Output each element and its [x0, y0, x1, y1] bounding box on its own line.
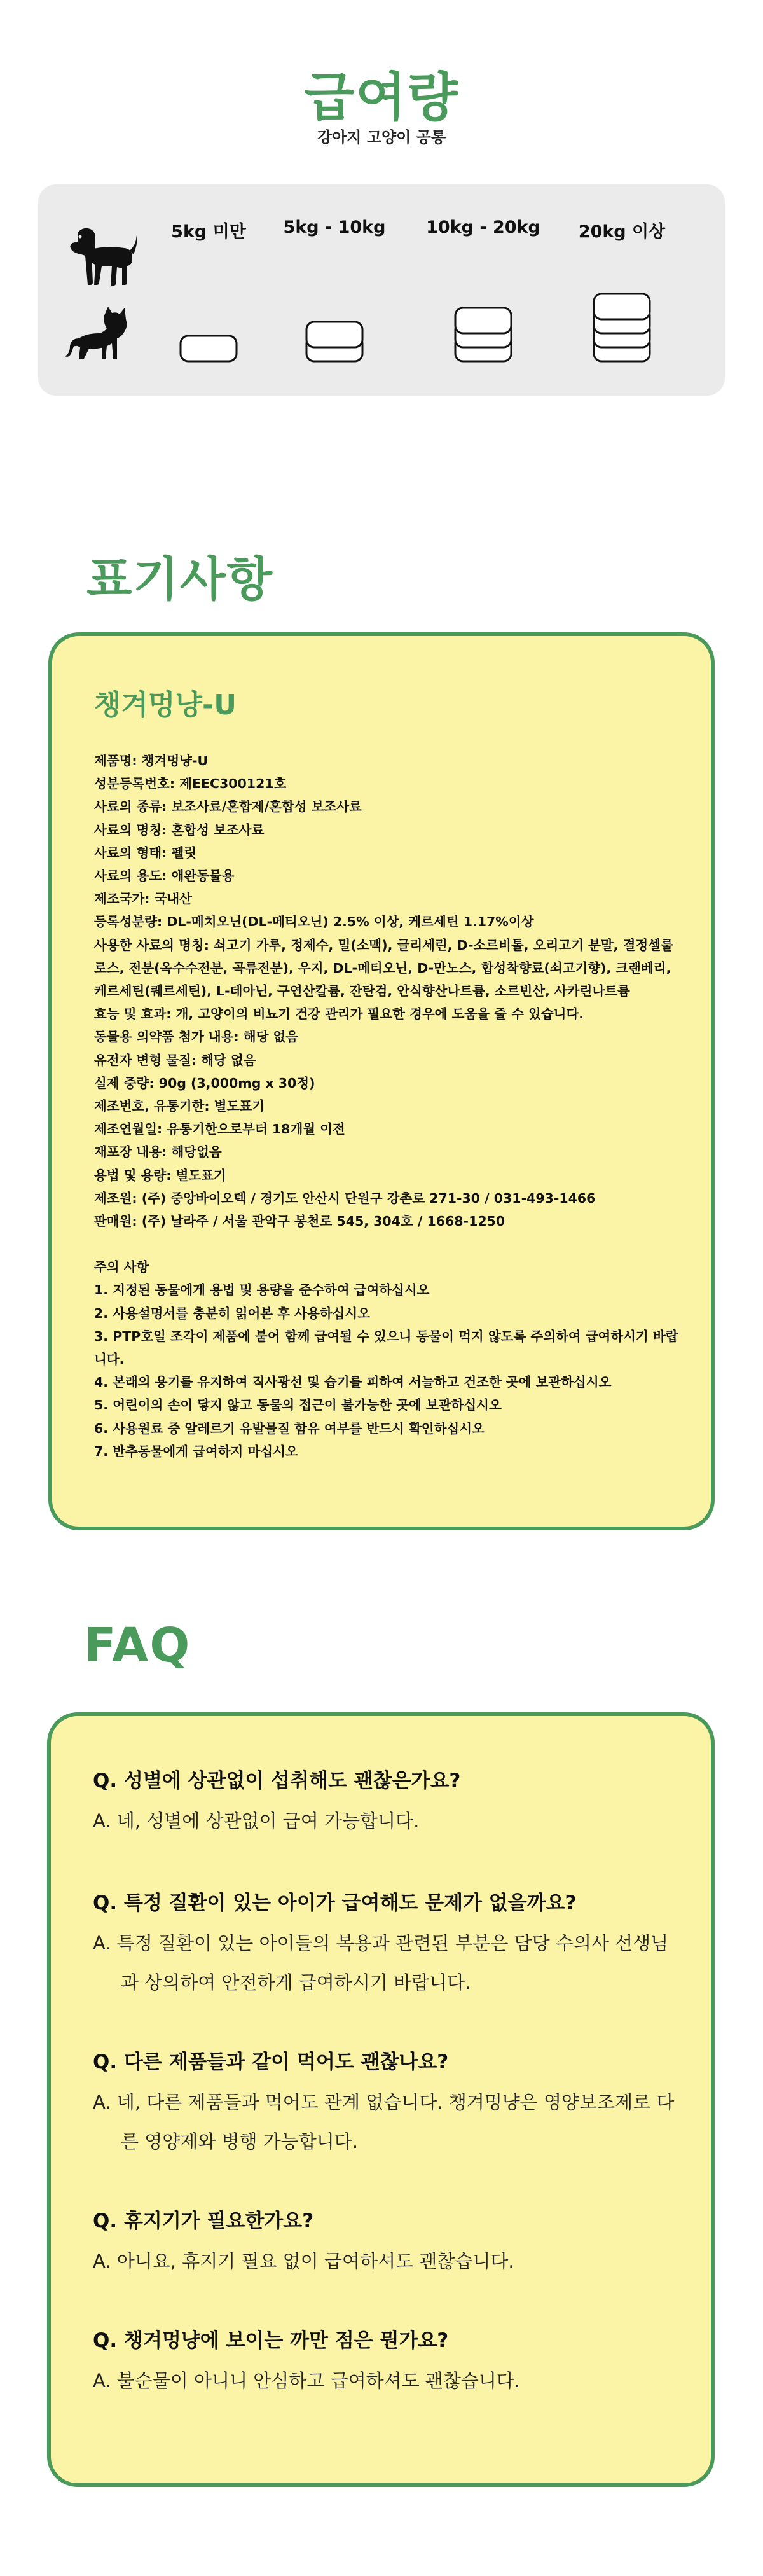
- faq-answer: A. 특정 질환이 있는 아이들의 복용과 관련된 부분은 담당 수의사 선생님과 상의하여 안전하게 급여하시기 바랍니다.: [93, 1932, 669, 1993]
- spec-manufacturer: 제조원: (주) 중앙바이오텍 / 경기도 안산시 단원구 강촌로 271-30 / 031-493-1466: [94, 1190, 596, 1206]
- dog-icon: [66, 224, 140, 287]
- tray-icon: [306, 322, 362, 347]
- spec-product-name: 제품명: 챙겨멍냥-U: [94, 753, 209, 768]
- spec-seller: 판매원: (주) 날라주 / 서울 관악구 봉천로 545, 304호 / 1668-1250: [94, 1214, 505, 1229]
- faq-card: [47, 1712, 715, 2487]
- tray-stack-svg: [304, 319, 365, 364]
- spec-feed-form: 사료의 형태: 펠릿: [94, 845, 197, 861]
- faq-answer: A. 네, 성별에 상관없이 급여 가능합니다.: [93, 1810, 420, 1832]
- faq-heading: FAQ: [84, 1618, 191, 1673]
- labeling-heading: 표기사항: [86, 552, 273, 607]
- spec-feed-use: 사료의 용도: 애완동물용: [94, 868, 235, 884]
- caution-item: 2. 사용설명서를 충분히 읽어본 후 사용하십시오: [94, 1305, 370, 1321]
- caution-item: 6. 사용원료 중 알레르기 유발물질 함유 여부를 반드시 확인하십시오: [94, 1420, 485, 1436]
- tray-stack-svg: [453, 305, 514, 364]
- faq-item: [93, 2206, 678, 2281]
- spec-repackaging: 재포장 내용: 해당없음: [94, 1144, 222, 1160]
- product-name: 챙겨멍냥-U: [94, 689, 237, 721]
- weight-label-3: 10kg - 20kg: [426, 218, 540, 237]
- spec-registration-no: 성분등록번호: 제EEC300121호: [94, 776, 287, 792]
- spec-dosage: 용법 및 용량: 별도표기: [94, 1167, 226, 1183]
- spec-registered-ingredients: 등록성분량: DL-메치오닌(DL-메티오닌) 2.5% 이상, 케르세틴 1.17%이상: [94, 914, 534, 930]
- spec-efficacy: 효능 및 효과: 개, 고양이의 비뇨기 건강 관리가 필요한 경우에 도움을 줄 수 있습니다.: [94, 1006, 584, 1022]
- caution-item: 7. 반추동물에게 급여하지 마십시오: [94, 1443, 298, 1459]
- faq-item: [93, 2047, 678, 2161]
- cat-icon: [64, 305, 134, 363]
- feeding-subtitle: 강아지 고양이 공통: [317, 128, 446, 146]
- faq-item: [93, 1888, 678, 2002]
- faq-answer: A. 아니요, 휴지기 필요 없이 급여하셔도 괜찮습니다.: [93, 2250, 514, 2272]
- spec-country: 제조국가: 국내산: [94, 891, 192, 907]
- feeding-panel: [38, 184, 725, 396]
- spec-weight: 실제 중량: 90g (3,000mg x 30정): [94, 1075, 315, 1091]
- labeling-card: [48, 632, 715, 1530]
- weight-label-2: 5kg - 10kg: [283, 218, 386, 237]
- tray-icon: [594, 294, 650, 319]
- caution-title: 주의 사항: [94, 1259, 149, 1275]
- faq-item: [93, 1766, 678, 1841]
- tray-icon: [181, 336, 237, 361]
- faq-item: [93, 2325, 678, 2400]
- faq-question: Q. 성별에 상관없이 섭취해도 괜찮은가요?: [93, 1769, 461, 1792]
- spec-feed-type: 사료의 종류: 보조사료/혼합제/혼합성 보조사료: [94, 799, 362, 815]
- faq-question: Q. 챙겨멍냥에 보이는 까만 점은 뭔가요?: [93, 2329, 449, 2352]
- spec-list: [94, 749, 685, 1463]
- caution-item: 1. 지정된 동물에게 용법 및 용량을 준수하여 급여하십시오: [94, 1282, 430, 1298]
- tray-icon: [455, 308, 511, 333]
- spec-gmo: 유전자 변형 물질: 해당 없음: [94, 1052, 256, 1068]
- faq-question: Q. 휴지기가 필요한가요?: [93, 2210, 314, 2233]
- feeding-title: 급여량: [304, 67, 459, 128]
- spec-drug-additive: 동물용 의약품 첨가 내용: 해당 없음: [94, 1029, 299, 1045]
- caution-item: 3. PTP호일 조각이 제품에 붙어 함께 급여될 수 있으니 동물이 먹지 않도록 주의하여 급여하시기 바랍니다.: [94, 1328, 678, 1368]
- faq-question: Q. 다른 제품들과 같이 먹어도 괜찮나요?: [93, 2051, 449, 2074]
- spec-feed-name: 사료의 명칭: 혼합성 보조사료: [94, 822, 265, 838]
- caution-item: 4. 본래의 용기를 유지하여 직사광선 및 습기를 피하여 서늘하고 건조한 곳에 보관하십시오: [94, 1375, 612, 1390]
- weight-label-1: 5kg 미만: [171, 222, 246, 242]
- faq-answer: A. 네, 다른 제품들과 먹어도 관계 없습니다. 챙겨멍냥은 영양보조제로 다른 영양제와 병행 가능합니다.: [93, 2091, 675, 2152]
- spec-lot-expiry: 제조번호, 유통기한: 별도표기: [94, 1098, 265, 1114]
- spec-manufacture-date: 제조연월일: 유통기한으로부터 18개월 이전: [94, 1121, 345, 1137]
- caution-item: 5. 어린이의 손이 닿지 않고 동물의 접근이 불가능한 곳에 보관하십시오: [94, 1397, 502, 1413]
- faq-question: Q. 특정 질환이 있는 아이가 급여해도 문제가 없을까요?: [93, 1892, 577, 1915]
- tray-stack-svg: [178, 333, 239, 364]
- tray-stack-svg: [591, 291, 652, 364]
- spec-ingredients: 사용한 사료의 명칭: 쇠고기 가루, 정제수, 밀(소맥), 글리세린, D-소르비톨, 오리고기 분말, 결정셀룰로스, 전분(옥수수전분, 곡류전분), 우지, DL-메티오닌, D-만노스, 합성착향료(쇠고기향), 크랜베리, 케르세틴(퀘르세틴), L-테아닌, 구연산칼륨, 잔탄검, 안식향산나트륨, 소르빈산, 사카린나트륨: [94, 937, 673, 999]
- faq-answer: A. 불순물이 아니니 안심하고 급여하셔도 괜찮습니다.: [93, 2370, 521, 2392]
- weight-label-4: 20kg 이상: [578, 222, 666, 242]
